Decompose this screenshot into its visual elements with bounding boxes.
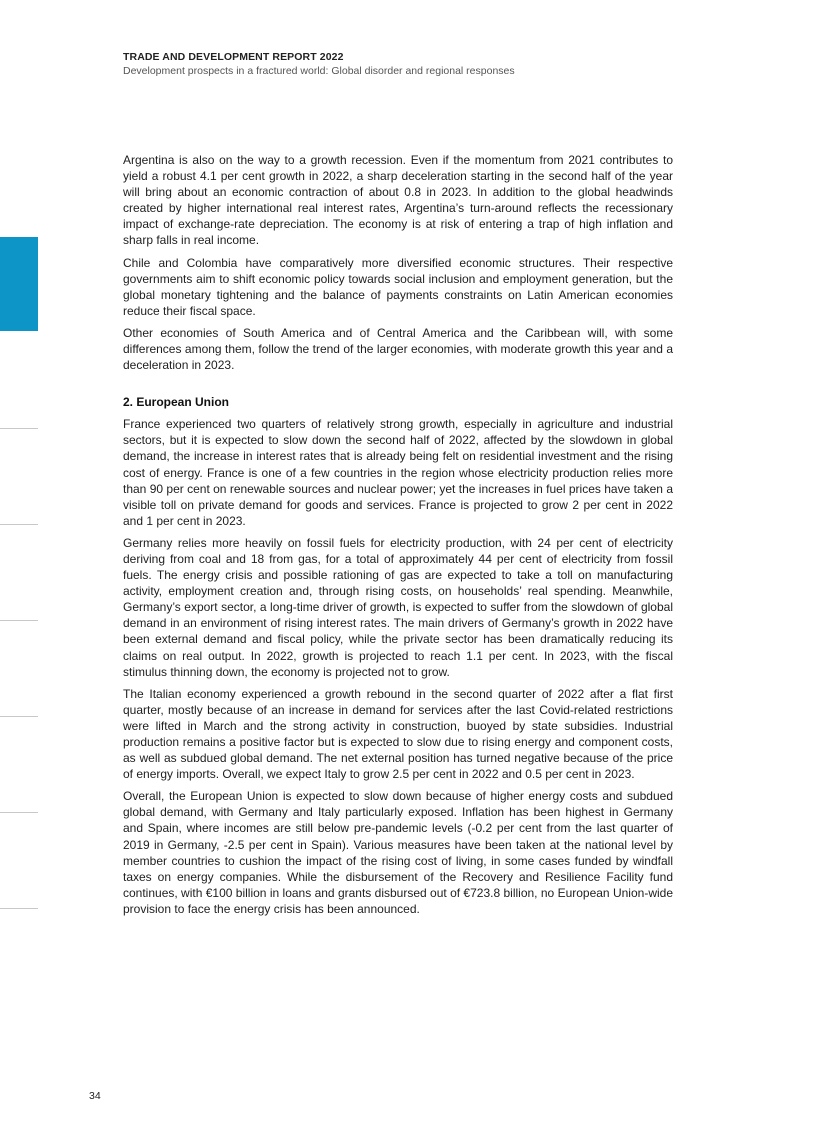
section-heading-european-union: 2. European Union <box>123 395 230 410</box>
chapter-tab-divider <box>0 812 38 813</box>
paragraph-eu-overall: Overall, the European Union is expected to slow down because of higher energy costs and subdued global demand, with Germany and Italy particularly exposed. Inflation has been highest in Germany and Spain, where incomes are still below pre-pandemic levels (-0.2 per cent from the last quarter of 2019 in Germany, -2.5 per cent in Spain). Various measures have been taken at the national level by member countries to cushion the impact of the rising cost of living, in some cases funded by windfall taxes on energy companies. While the disbursement of the Recovery and Resilience Facility fund continues, with €100 billion in loans and grants disbursed out of €723.8 billion, no European Union-wide provision to face the energy crisis has been announced. <box>123 789 673 916</box>
chapter-tab-marker <box>0 237 38 331</box>
running-header <box>123 51 723 78</box>
paragraph-argentina: Argentina is also on the way to a growth recession. Even if the momentum from 2021 contributes to yield a robust 4.1 per cent growth in 2022, a sharp deceleration starting in the second half of the year will bring about an economic contraction of about 0.8 in 2023. In addition to the global headwinds created by higher international real interest rates, Argentina’s turn-around reflects the recessionary impact of exchange-rate depreciation. The economy is at risk of entering a trap of high inflation and sharp falls in real income. <box>123 153 673 248</box>
page-number: 34 <box>89 1090 101 1102</box>
chapter-tab-divider <box>0 716 38 717</box>
chapter-tab-divider <box>0 620 38 621</box>
chapter-tab-divider <box>0 428 38 429</box>
report-title: TRADE AND DEVELOPMENT REPORT 2022 <box>123 51 344 63</box>
paragraph-germany: Germany relies more heavily on fossil fuels for electricity production, with 24 per cent of electricity deriving from coal and 18 from gas, for a total of approximately 44 per cent of electricity from fossil fuels. The energy crisis and possible rationing of gas are expected to take a toll on manufacturing activity, employment creation and, through rising costs, on households’ real spending. Meanwhile, Germany’s export sector, a long-time driver of growth, is expected to suffer from the slowdown of global demand in an environment of rising interest rates. The main drivers of Germany’s growth in 2022 have been external demand and fiscal policy, while the private sector has been dramatically reducing its claims on real output. In 2022, growth is projected to reach 1.1 per cent. In 2023, with the fiscal stimulus thinning down, the economy is projected not to grow. <box>123 535 673 679</box>
paragraph-italy: The Italian economy experienced a growth rebound in the second quarter of 2022 after a flat first quarter, mostly because of an increase in demand for services after the last Covid-related restrictions were lifted in March and the strong activity in construction, buoyed by state subsidies. Industrial production remains a positive factor but is expected to slow due to rising energy and component costs, as well as subdued global demand. The net external position has turned negative because of the price of energy imports. Overall, we expect Italy to grow 2.5 per cent in 2022 and 0.5 per cent in 2023. <box>123 686 673 782</box>
chapter-tab-divider <box>0 524 38 525</box>
main-body-text <box>123 152 673 923</box>
report-subtitle: Development prospects in a fractured world: Global disorder and regional responses <box>123 65 515 77</box>
chapter-tab-divider <box>0 908 38 909</box>
paragraph-other-economies: Other economies of South America and of Central America and the Caribbean will, with some differences among them, follow the trend of the larger economies, with moderate growth this year and a deceleration in 2023. <box>123 325 673 373</box>
paragraph-chile-colombia: Chile and Colombia have comparatively more diversified economic structures. Their respective governments aim to shift economic policy towards social inclusion and employment generation, but the global monetary tightening and the balance of payments constraints on Latin American economies reduce their fiscal space. <box>123 255 673 318</box>
paragraph-france: France experienced two quarters of relatively strong growth, especially in agriculture and industrial sectors, but it is expected to slow down the second half of 2022, affected by the slowdown in global demand, the increase in interest rates that is already being felt on residential investment and the rising cost of energy. France is one of a few countries in the region whose electricity production relies more than 90 per cent on renewable sources and nuclear power; yet the increases in fuel prices have taken a visible toll on private demand for goods and services. France is projected to grow 2 per cent in 2022 and 1 per cent in 2023. <box>123 417 673 528</box>
